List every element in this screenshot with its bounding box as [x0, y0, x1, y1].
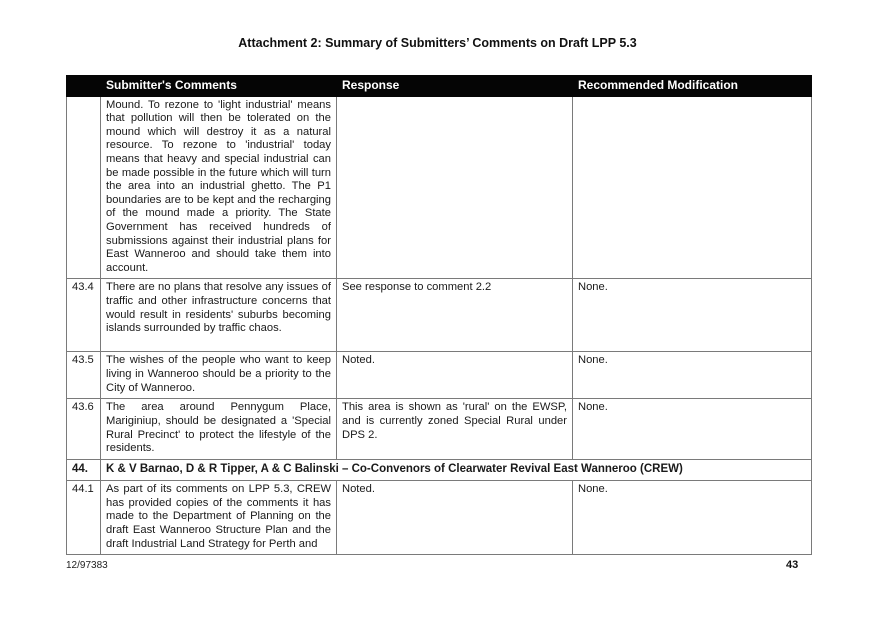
- row-modification: [573, 96, 812, 279]
- table-header-row: [67, 76, 812, 97]
- row-response: Noted.: [337, 352, 573, 399]
- row-modification: None.: [573, 481, 812, 555]
- table-row: [67, 481, 812, 555]
- row-comment: There are no plans that resolve any issues of traffic and other infrastructure concerns that would result in residents' suburbs becoming islands surrounded by traffic chaos.: [101, 279, 337, 352]
- row-comment: As part of its comments on LPP 5.3, CREW has provided copies of the comments it has made to the Department of Planning on the draft East Wanneroo Structure Plan and the draft Industrial Land Strategy for Perth and: [101, 481, 337, 555]
- document-reference: 12/97383: [66, 560, 108, 571]
- table-row: [67, 399, 812, 459]
- section-submitter: K & V Barnao, D & R Tipper, A & C Balinski – Co-Convenors of Clearwater Revival East Wanneroo (CREW): [101, 459, 812, 481]
- row-comment: Mound. To rezone to 'light industrial' means that pollution will then be tolerated on the mound which will destroy it as a natural resource. To rezone to 'industrial' today means that heavy and special industrial can be made possible in the future which will turn the area into an industrial ghetto. The P1 boundaries are to be kept and the recharging of the mound made a priority. The State Government has received hundreds of submissions against their industrial plans for East Wanneroo and should take them into account.: [101, 96, 337, 279]
- table-row: [67, 352, 812, 399]
- row-response: This area is shown as 'rural' on the EWSP, and is currently zoned Special Rural under DPS 2.: [337, 399, 573, 459]
- section-number: 44.: [67, 459, 101, 481]
- row-number: 43.5: [67, 352, 101, 399]
- row-response: Noted.: [337, 481, 573, 555]
- row-response: See response to comment 2.2: [337, 279, 573, 352]
- row-number: 43.4: [67, 279, 101, 352]
- row-modification: None.: [573, 279, 812, 352]
- row-number: [67, 96, 101, 279]
- table-row: [67, 279, 812, 352]
- row-comment: The area around Pennygum Place, Mariginiup, should be designated a 'Special Rural Precinct' to protect the lifestyle of the residents.: [101, 399, 337, 459]
- row-modification: None.: [573, 352, 812, 399]
- document-title: Attachment 2: Summary of Submitters’ Comments on Draft LPP 5.3: [238, 36, 637, 50]
- row-comment: The wishes of the people who want to keep living in Wanneroo should be a priority to the City of Wanneroo.: [101, 352, 337, 399]
- submitter-section-row: [67, 459, 812, 481]
- page-number: 43: [786, 559, 799, 571]
- header-response: Response: [337, 76, 573, 97]
- row-response: [337, 96, 573, 279]
- row-number: 44.1: [67, 481, 101, 555]
- header-recommended-modification: Recommended Modification: [573, 76, 812, 97]
- row-number: 43.6: [67, 399, 101, 459]
- submitters-comments-table: [66, 75, 812, 555]
- row-modification: None.: [573, 399, 812, 459]
- header-number: [67, 76, 101, 97]
- table-row: [67, 96, 812, 279]
- header-submitters-comments: Submitter's Comments: [101, 76, 337, 97]
